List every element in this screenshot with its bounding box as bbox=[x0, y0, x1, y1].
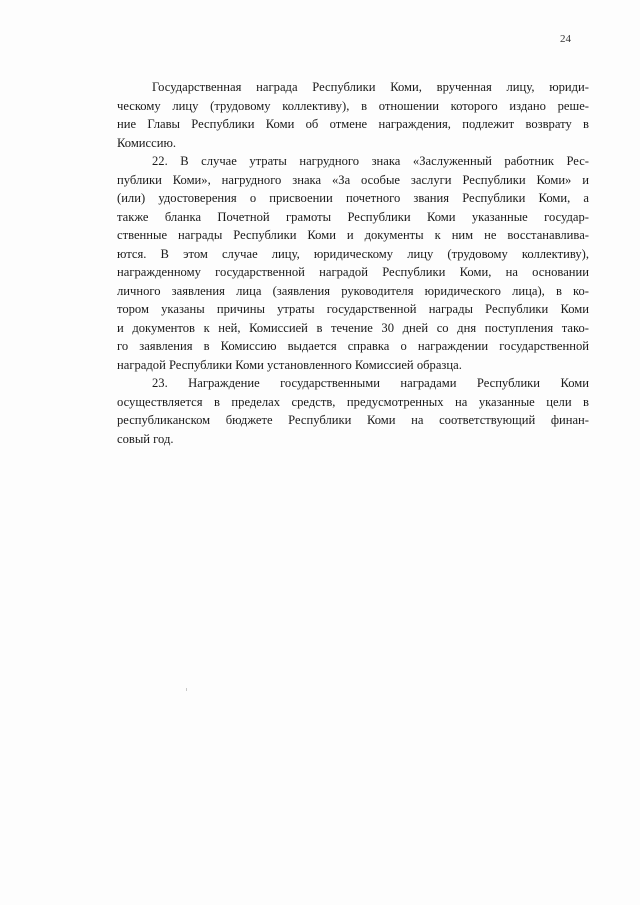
text-line: Комиссию. bbox=[117, 135, 177, 150]
text-line: наградой Республики Коми установленного Комиссией образца. bbox=[117, 357, 462, 372]
text-line: Государственная награда Республики Коми, врученная лицу, юриди- bbox=[152, 80, 589, 94]
scan-speck bbox=[186, 688, 187, 691]
text-line: республиканском бюджете Республики Коми на соответствующий финан- bbox=[117, 413, 589, 427]
text-line: тором указаны причины утраты государственной награды Республики Коми bbox=[117, 302, 589, 316]
text-line: ются. В этом случае лицу, юридическому лицу (трудовому коллективу), bbox=[117, 246, 589, 261]
text-line: личного заявления лица (заявления руководителя юридического лица), в ко- bbox=[117, 283, 589, 298]
text-line: публики Коми», нагрудного знака «За особые заслуги Республики Коми» и bbox=[117, 172, 589, 187]
text-line: 22. В случае утраты нагрудного знака «Заслуженный работник Рес- bbox=[152, 154, 589, 168]
text-line: ние Главы Республики Коми об отмене награждения, подлежит возврату в bbox=[117, 117, 589, 131]
text-line: и документов к ней, Комиссией в течение 30 дней со дня поступления тако- bbox=[117, 320, 589, 335]
text-line: совый год. bbox=[117, 431, 174, 446]
text-line: (или) удостоверения о присвоении почетного звания Республики Коми, а bbox=[117, 191, 589, 205]
text-line: ческому лицу (трудовому коллективу), в отношении которого издано реше- bbox=[117, 98, 589, 113]
document-body bbox=[117, 78, 589, 448]
paragraph-23-funding bbox=[117, 374, 589, 448]
paragraph-award-return bbox=[117, 78, 589, 152]
paragraph-22-loss-of-award bbox=[117, 152, 589, 374]
text-line: награжденному государственной наградой Республики Коми, на основании bbox=[117, 265, 589, 279]
page-number: 24 bbox=[560, 33, 571, 45]
text-line: го заявления в Комиссию выдается справка о награждении государственной bbox=[117, 339, 589, 353]
text-line: осуществляется в пределах средств, предусмотренных на указанные цели в bbox=[117, 394, 589, 409]
text-line: также бланка Почетной грамоты Республики Коми указанные государ- bbox=[117, 209, 589, 224]
text-line: ственные награды Республики Коми и документы к ним не восстанавлива- bbox=[117, 228, 589, 242]
text-line: 23. Награждение государственными наградами Республики Коми bbox=[152, 376, 589, 390]
